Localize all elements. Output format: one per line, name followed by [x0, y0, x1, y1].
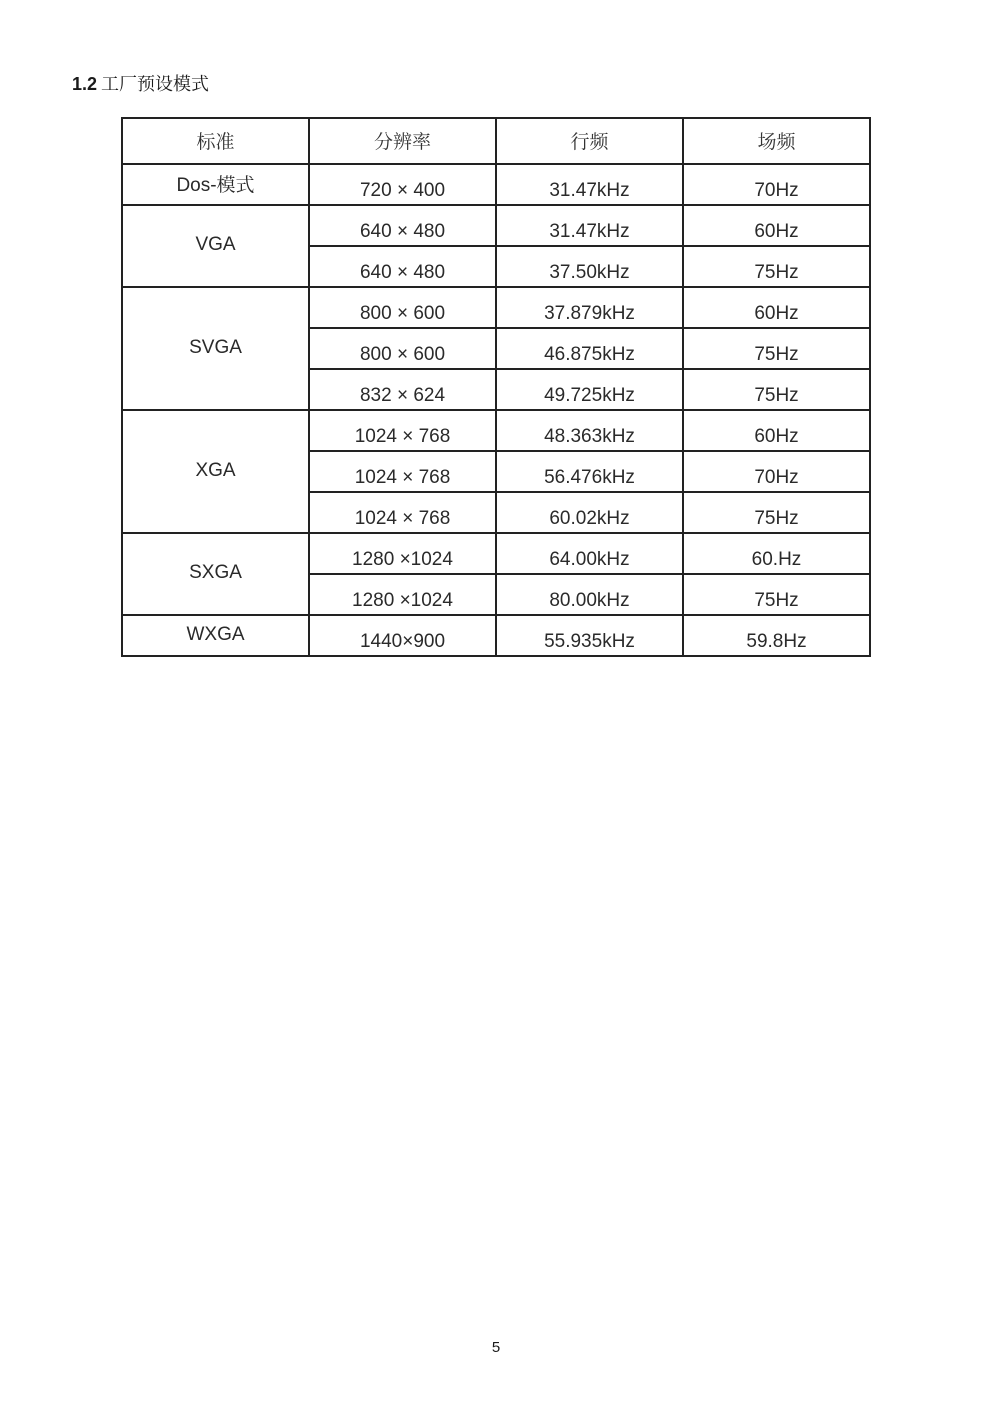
- resolution-cell: 640 × 480: [309, 205, 496, 246]
- h-freq-cell: 48.363kHz: [496, 410, 683, 451]
- table-row: [122, 410, 870, 451]
- h-freq-cell: 56.476kHz: [496, 451, 683, 492]
- v-freq-cell: 60Hz: [683, 410, 870, 451]
- section-number: 1.2: [72, 74, 98, 94]
- section-heading: [72, 72, 209, 96]
- v-freq-cell: 75Hz: [683, 328, 870, 369]
- resolution-cell: 720 × 400: [309, 164, 496, 205]
- h-freq-cell: 49.725kHz: [496, 369, 683, 410]
- resolution-cell: 1440×900: [309, 615, 496, 656]
- header-resolution: 分辨率: [309, 118, 496, 164]
- resolution-cell: 800 × 600: [309, 328, 496, 369]
- resolution-cell: 1024 × 768: [309, 410, 496, 451]
- h-freq-cell: 64.00kHz: [496, 533, 683, 574]
- resolution-cell: 1280 ×1024: [309, 574, 496, 615]
- standard-cell: XGA: [122, 410, 309, 533]
- table-row: [122, 287, 870, 328]
- resolution-cell: 1280 ×1024: [309, 533, 496, 574]
- v-freq-cell: 60.Hz: [683, 533, 870, 574]
- table-row: [122, 615, 870, 656]
- resolution-cell: 800 × 600: [309, 287, 496, 328]
- h-freq-cell: 31.47kHz: [496, 164, 683, 205]
- header-horizontal-frequency: 行频: [496, 118, 683, 164]
- v-freq-cell: 70Hz: [683, 451, 870, 492]
- h-freq-cell: 37.879kHz: [496, 287, 683, 328]
- h-freq-cell: 46.875kHz: [496, 328, 683, 369]
- v-freq-cell: 60Hz: [683, 287, 870, 328]
- standard-cell: SVGA: [122, 287, 309, 410]
- table-row: [122, 533, 870, 574]
- h-freq-cell: 60.02kHz: [496, 492, 683, 533]
- standard-cell: VGA: [122, 205, 309, 287]
- header-standard: 标准: [122, 118, 309, 164]
- page-number: 5: [491, 1339, 501, 1356]
- resolution-cell: 1024 × 768: [309, 492, 496, 533]
- table-row: [122, 205, 870, 246]
- v-freq-cell: 70Hz: [683, 164, 870, 205]
- standard-cell: WXGA: [122, 615, 309, 656]
- header-vertical-frequency: 场频: [683, 118, 870, 164]
- v-freq-cell: 60Hz: [683, 205, 870, 246]
- resolution-cell: 832 × 624: [309, 369, 496, 410]
- h-freq-cell: 55.935kHz: [496, 615, 683, 656]
- v-freq-cell: 75Hz: [683, 574, 870, 615]
- v-freq-cell: 75Hz: [683, 369, 870, 410]
- v-freq-cell: 59.8Hz: [683, 615, 870, 656]
- resolution-cell: 1024 × 768: [309, 451, 496, 492]
- resolution-cell: 640 × 480: [309, 246, 496, 287]
- standard-cell: SXGA: [122, 533, 309, 615]
- h-freq-cell: 31.47kHz: [496, 205, 683, 246]
- section-title: 工厂预设模式: [101, 74, 210, 94]
- table-header-row: [122, 118, 870, 164]
- preset-modes-table: [121, 117, 871, 657]
- preset-modes-table-container: [121, 117, 869, 657]
- v-freq-cell: 75Hz: [683, 492, 870, 533]
- v-freq-cell: 75Hz: [683, 246, 870, 287]
- h-freq-cell: 37.50kHz: [496, 246, 683, 287]
- standard-cell: Dos-模式: [122, 164, 309, 205]
- h-freq-cell: 80.00kHz: [496, 574, 683, 615]
- table-row: [122, 164, 870, 205]
